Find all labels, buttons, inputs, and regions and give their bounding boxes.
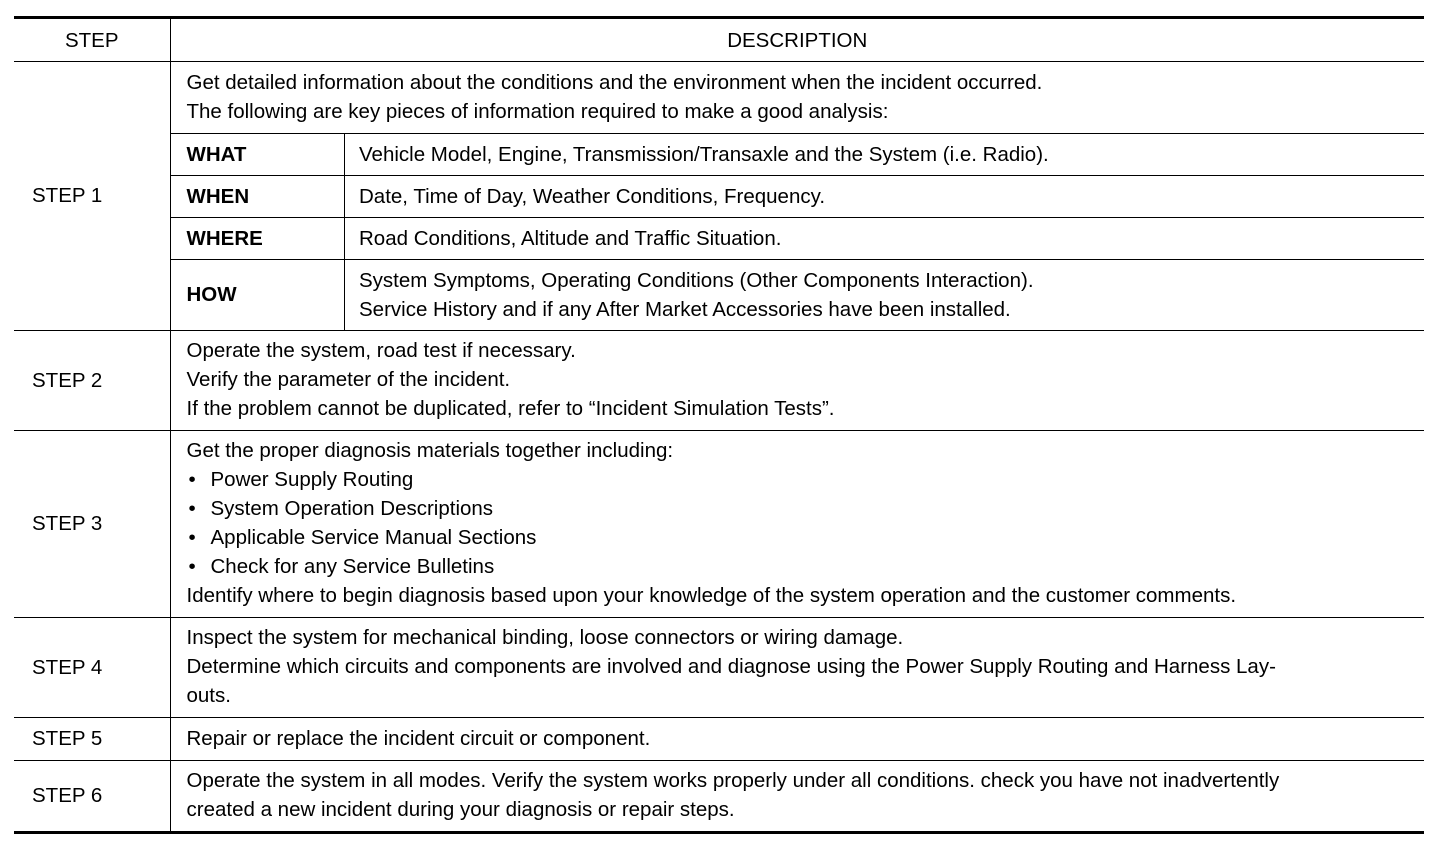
info-value: Road Conditions, Altitude and Traffic Situation. bbox=[345, 218, 1425, 260]
bullet-text: Applicable Service Manual Sections bbox=[210, 525, 537, 549]
info-row-how bbox=[171, 260, 1425, 330]
description-line: Determine which circuits and components are involved and diagnose using the Power Supply Routing and Harness Lay- bbox=[186, 654, 1276, 678]
step-5-description bbox=[170, 717, 1424, 760]
info-table bbox=[171, 133, 1425, 330]
bullet-icon: • bbox=[188, 467, 196, 491]
bullet-text: System Operation Descriptions bbox=[210, 496, 494, 520]
step-label: STEP 6 bbox=[14, 760, 170, 831]
step-3-description bbox=[170, 430, 1424, 617]
description-line: Operate the system in all modes. Verify the system works properly under all conditions. check you have not inadvertently bbox=[186, 768, 1280, 792]
step-4-description bbox=[170, 617, 1424, 717]
step-4-row bbox=[14, 617, 1424, 717]
steps-table bbox=[14, 19, 1424, 831]
info-value-line: Service History and if any After Market Accessories have been installed. bbox=[359, 297, 1011, 321]
bullet-item bbox=[187, 465, 1417, 494]
step-2-row bbox=[14, 330, 1424, 430]
description-line: created a new incident during your diagnosis or repair steps. bbox=[186, 797, 735, 821]
info-key: HOW bbox=[171, 260, 345, 330]
info-value: Date, Time of Day, Weather Conditions, Frequency. bbox=[345, 176, 1425, 218]
intro-line: The following are key pieces of information required to make a good analysis: bbox=[186, 100, 889, 123]
description-line: Identify where to begin diagnosis based upon your knowledge of the system operation and the customer comments. bbox=[186, 583, 1237, 607]
description-line: Verify the parameter of the incident. bbox=[186, 367, 511, 391]
info-value: Vehicle Model, Engine, Transmission/Transaxle and the System (i.e. Radio). bbox=[345, 134, 1425, 176]
bullet-text: Check for any Service Bulletins bbox=[210, 554, 495, 578]
info-row-what bbox=[171, 134, 1425, 176]
step-3-row bbox=[14, 430, 1424, 617]
bullet-item bbox=[187, 494, 1417, 523]
header-row bbox=[14, 19, 1424, 62]
step-label: STEP 4 bbox=[14, 617, 170, 717]
step-label: STEP 5 bbox=[14, 717, 170, 760]
description-line: Repair or replace the incident circuit or component. bbox=[186, 727, 651, 750]
info-value-line: System Symptoms, Operating Conditions (Other Components Interaction). bbox=[359, 268, 1034, 292]
bullet-icon: • bbox=[188, 496, 196, 520]
step-label: STEP 2 bbox=[14, 330, 170, 430]
bullet-item bbox=[187, 523, 1417, 552]
step-label: STEP 3 bbox=[14, 430, 170, 617]
header-description: DESCRIPTION bbox=[170, 19, 1424, 62]
info-key: WHAT bbox=[171, 134, 345, 176]
bullet-icon: • bbox=[188, 525, 196, 549]
info-row-when bbox=[171, 176, 1425, 218]
bottom-rule bbox=[14, 831, 1424, 834]
diagnostic-steps-document bbox=[14, 0, 1424, 834]
bullet-item bbox=[187, 552, 1417, 581]
step-6-row bbox=[14, 760, 1424, 831]
step-5-row bbox=[14, 717, 1424, 760]
info-value bbox=[345, 260, 1425, 330]
step-6-description bbox=[170, 760, 1424, 831]
step-2-description bbox=[170, 330, 1424, 430]
step-1-row bbox=[14, 62, 1424, 331]
description-line: outs. bbox=[186, 683, 231, 707]
description-line: Get the proper diagnosis materials together including: bbox=[186, 438, 674, 462]
step-label: STEP 1 bbox=[14, 62, 170, 331]
info-key: WHEN bbox=[171, 176, 345, 218]
header-step: STEP bbox=[14, 19, 170, 62]
step-1-intro bbox=[171, 62, 1425, 133]
description-line: If the problem cannot be duplicated, refer to “Incident Simulation Tests”. bbox=[186, 396, 835, 420]
intro-line: Get detailed information about the conditions and the environment when the incident occurred. bbox=[186, 71, 1043, 94]
bullet-icon: • bbox=[188, 554, 196, 578]
step-1-description bbox=[170, 62, 1424, 331]
description-line: Inspect the system for mechanical binding, loose connectors or wiring damage. bbox=[186, 625, 904, 649]
info-key: WHERE bbox=[171, 218, 345, 260]
description-line: Operate the system, road test if necessary. bbox=[186, 338, 576, 362]
info-row-where bbox=[171, 218, 1425, 260]
bullet-text: Power Supply Routing bbox=[210, 467, 414, 491]
